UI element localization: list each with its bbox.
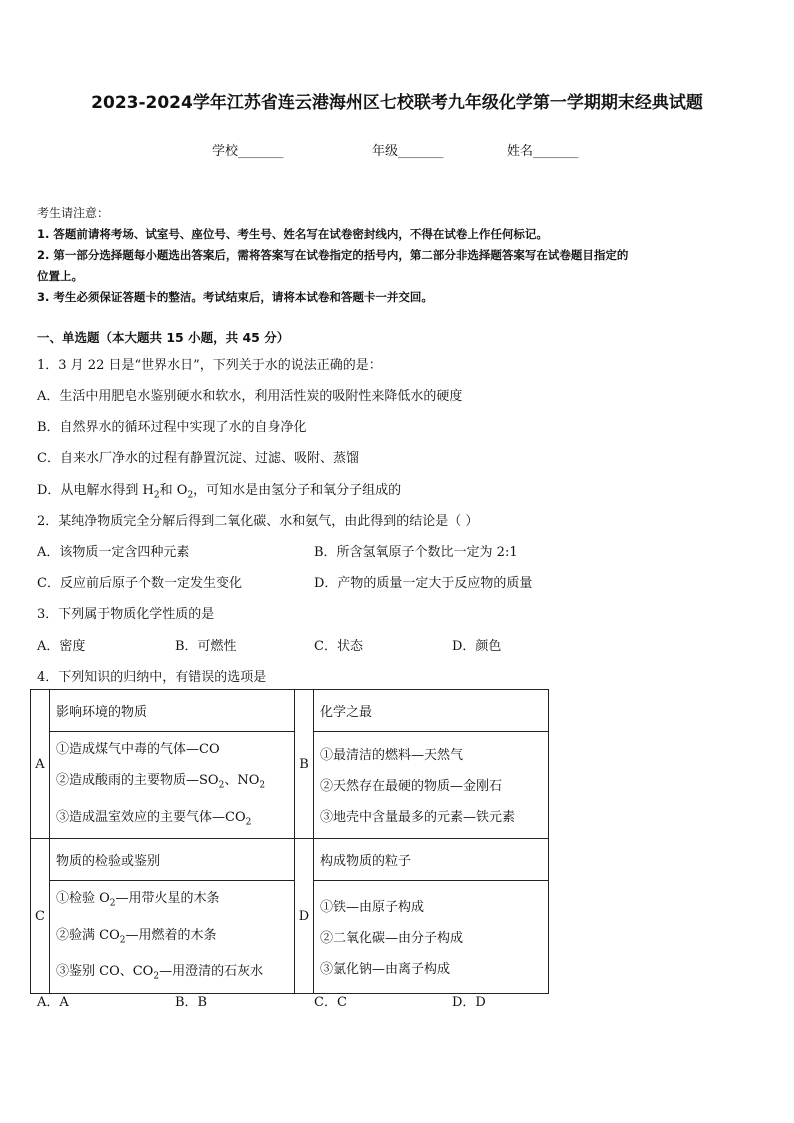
school-blank: _______: [238, 144, 284, 159]
notice-heading: 考生请注意：: [37, 206, 110, 220]
grade-field[interactable]: [372, 140, 444, 159]
table-letter-d: D: [295, 839, 314, 994]
table-line: ①铁—由原子构成: [320, 899, 425, 915]
knowledge-table: [30, 689, 549, 994]
question-3-option-a[interactable]: A．密度: [37, 639, 86, 654]
table-cell-b: [314, 732, 549, 839]
table-line: ②二氧化碳—由分子构成: [320, 930, 464, 946]
name-blank: _______: [533, 144, 579, 159]
q1-d-sub: 2: [153, 490, 160, 501]
question-2-stem: 2．某纯净物质完全分解后得到二氧化碳、水和氨气，由此得到的结论是（ ）: [37, 514, 479, 529]
notice-item: 1. 答题前请将考场、试室号、座位号、考生号、姓名写在试卷密封线内，不得在试卷上作任何标记。: [37, 227, 548, 241]
table-line: ③地壳中含量最多的元素—铁元素: [320, 809, 516, 825]
question-4-option-a[interactable]: A．A: [37, 995, 69, 1010]
question-2-option-d[interactable]: D．产物的质量一定大于反应物的质量: [314, 576, 533, 591]
question-3-stem: 3．下列属于物质化学性质的是: [37, 607, 215, 622]
q1-d-part: 和 O: [159, 483, 188, 498]
question-3-option-b[interactable]: B．可燃性: [175, 639, 237, 654]
question-4-option-d[interactable]: D．D: [452, 995, 486, 1010]
notice-item: 位置上。: [37, 269, 83, 283]
table-head-b: 化学之最: [314, 690, 549, 732]
question-1-option-c[interactable]: C．自来水厂净水的过程有静置沉淀、过滤、吸附、蒸馏: [37, 451, 359, 466]
table-head-a: 影响环境的物质: [50, 690, 295, 732]
table-cell-c: [50, 881, 295, 994]
table-line: ①检验 $O_2—$用带火星的木条: [56, 891, 220, 909]
school-field[interactable]: [212, 140, 284, 159]
table-line: ③造成温室效应的主要气体$—CO_2$: [56, 809, 252, 828]
question-1-option-d[interactable]: [37, 479, 401, 501]
section-heading: 一、单选题（本大题共 15 小题，共 45 分）: [37, 330, 290, 345]
question-1-stem: 1．3 月 22 日是“世界水日”，下列关于水的说法正确的是：: [37, 358, 382, 373]
question-4-stem: 4．下列知识的归纳中，有错误的选项是: [37, 670, 267, 685]
table-letter-c: C: [31, 839, 50, 994]
table-line: ②天然存在最硬的物质—金刚石: [320, 778, 503, 794]
exam-title: 2023-2024学年江苏省连云港海州区七校联考九年级化学第一学期期末经典试题: [91, 93, 703, 113]
q1-d-part: ，可知水是由氢分子和氧分子组成的: [193, 483, 402, 498]
grade-blank: _______: [398, 144, 444, 159]
name-field[interactable]: [507, 140, 579, 159]
question-2-option-a[interactable]: A．该物质一定含四种元素: [37, 545, 190, 560]
table-line: ①造成煤气中毒的气体—CO: [56, 742, 220, 757]
question-1-option-a[interactable]: A．生活中用肥皂水鉴别硬水和软水，利用活性炭的吸附性来降低水的硬度: [37, 389, 463, 404]
table-line: ②验满 $CO_2—$用燃着的木条: [56, 927, 217, 946]
notice-item: 3. 考生必须保证答题卡的整洁。考试结束后，请将本试卷和答题卡一并交回。: [37, 290, 433, 304]
question-3-option-c[interactable]: C．状态: [314, 639, 363, 654]
q1-d-part: D．从电解水得到 H: [37, 483, 154, 498]
question-2-option-c[interactable]: C．反应前后原子个数一定发生变化: [37, 576, 242, 591]
table-line: ②造成酸雨的主要物质$—SO_2$、$NO_2$: [56, 773, 266, 791]
grade-label: 年级: [372, 144, 399, 159]
table-line: ③氯化钠—由离子构成: [320, 961, 451, 977]
table-letter-b: B: [295, 690, 314, 839]
exam-notice: [37, 203, 767, 308]
question-4-option-c[interactable]: C．C: [314, 995, 347, 1010]
table-cell-a: [50, 732, 295, 839]
table-head-c: 物质的检验或鉴别: [50, 839, 295, 881]
q1-d-sub: 2: [187, 490, 194, 501]
school-label: 学校: [212, 144, 239, 159]
table-cell-d: [314, 881, 549, 994]
table-line: ①最清洁的燃料—天然气: [320, 747, 464, 763]
name-label: 姓名: [507, 144, 534, 159]
question-4-option-b[interactable]: B．B: [175, 995, 208, 1010]
question-2-option-b[interactable]: B．所含氢氧原子个数比一定为 2:1: [314, 545, 518, 560]
question-1-option-b[interactable]: B．自然界水的循环过程中实现了水的自身净化: [37, 420, 307, 435]
notice-item: 2. 第一部分选择题每小题选出答案后，需将答案写在试卷指定的括号内，第二部分非选择题答案写在试卷题目指定的: [37, 248, 629, 262]
table-letter-a: A: [31, 690, 50, 839]
question-3-option-d[interactable]: D．颜色: [452, 639, 502, 654]
table-line: ③鉴别 CO、$CO_2—$用澄清的石灰水: [56, 964, 264, 982]
table-head-d: 构成物质的粒子: [314, 839, 549, 881]
